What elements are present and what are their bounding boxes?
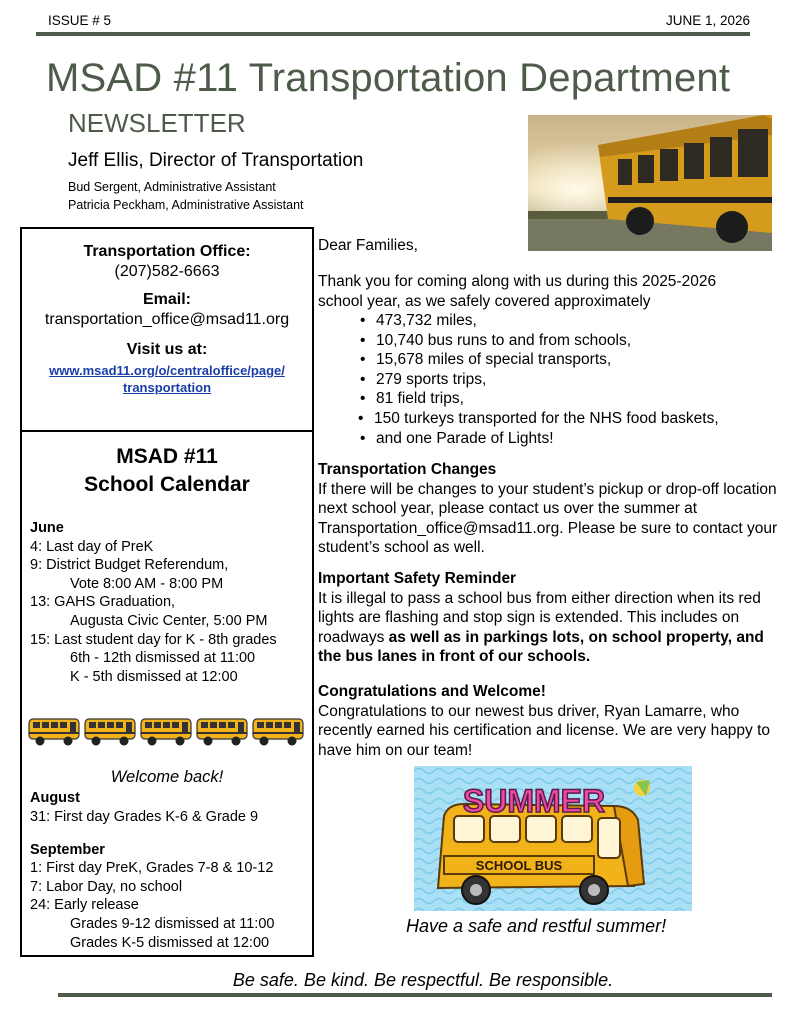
calendar-september [22,841,312,953]
school-bus-icon [196,716,250,748]
stat-bullet [360,429,719,449]
congrats-heading: Congratulations and Welcome! [318,683,546,700]
motto: Be safe. Be kind. Be respectful. Be responsible. [232,970,614,990]
june-entry: 6th - 12th dismissed at 11:00 [70,650,256,667]
issue-date: JUNE 1, 2026 [665,13,750,28]
stat-bullet-text: 15,678 miles of special transports, [376,351,612,369]
stats-list [360,311,719,448]
stat-bullet-text: 473,732 miles, [376,312,477,329]
september-entry: Grades K-5 dismissed at 12:00 [70,934,270,951]
welcome-back: Welcome back! [110,768,224,787]
stat-bullet [360,331,719,351]
june-list [30,538,312,687]
september-list [30,859,312,952]
june-entry: K - 5th dismissed at 12:00 [70,668,238,685]
bus-row [22,716,312,750]
school-calendar-box [20,431,314,957]
stat-bullet [360,311,719,331]
school-bus-icon [84,716,138,748]
bullet-dot-icon: • [360,429,366,447]
september-heading: September [30,841,105,858]
congrats-section [318,682,782,760]
stat-bullet-text: 81 field trips, [376,390,464,408]
stat-bullet-text: 10,740 bus runs to and from schools, [376,331,632,349]
safety-bold-text: as well as in parkings lots, on school property, and the bus lanes in front of our schools. [318,628,764,666]
safety-heading: Important Safety Reminder [318,570,517,587]
bullet-dot-icon: • [360,312,366,329]
summer-word: SUMMER [462,783,606,819]
august-list [30,808,312,827]
greeting: Dear Families, [318,237,418,254]
website-link[interactable] [22,362,312,396]
intro-paragraph: Thank you for coming along with us during this 2025-2026 school year, as we safely covered approximately [318,273,717,310]
june-entry: Augusta Civic Center, 5:00 PM [70,612,268,629]
august-heading: August [30,790,80,807]
calendar-august [22,789,312,826]
issue-number: ISSUE # 5 [48,13,112,28]
closing-line: Have a safe and restful summer! [406,916,667,936]
newsletter-subtitle: NEWSLETTER [68,108,246,138]
september-entry: 1: First day PreK, Grades 7-8 & 10-12 [30,860,274,877]
september-entry: Grades 9-12 dismissed at 11:00 [70,915,275,932]
bottom-rule [58,993,772,997]
safety-section [318,569,780,667]
safety-text: It is illegal to pass a school bus from either direction when its red lights are flashing and stop sign is extended. This includes on roadways [318,589,761,646]
school-bus-icon [252,716,306,748]
bullet-dot-icon: • [360,390,366,408]
contact-box [20,227,314,432]
june-entry: Vote 8:00 AM - 8:00 PM [70,575,224,592]
september-entry: 7: Labor Day, no school [30,878,183,895]
changes-body: If there will be changes to your student’s pickup or drop-off location next school year, please contact us over the summer at Transportation_office@msad11.org. Please be sure to contact your student’s school as well. [318,480,778,557]
june-entry: 4: Last day of PreK [30,538,154,555]
stat-bullet-text: 279 sports trips, [376,370,487,388]
page-title: MSAD #11 Transportation Department [46,56,731,100]
email-heading: Email: [142,291,191,308]
school-bus-photo [528,115,772,251]
website-link-line1[interactable]: www.msad11.org/o/centraloffice/page/ [49,363,285,378]
school-bus-icon [28,716,82,748]
calendar-title-line2: School Calendar [84,473,250,496]
june-heading: June [30,520,64,536]
school-bus-icon [140,716,194,748]
summer-bus-art [414,766,692,911]
bullet-dot-icon: • [358,409,364,427]
june-entry: 15: Last student day for K - 8th grades [30,631,277,648]
assistant-1: Bud Sergent, Administrative Assistant [68,180,276,194]
bullet-dot-icon: • [360,351,366,369]
stat-bullet-text: 150 turkeys transported for the NHS food baskets, [374,409,719,427]
bullet-dot-icon: • [360,331,366,349]
changes-heading: Transportation Changes [318,461,497,478]
bullet-dot-icon: • [360,370,366,388]
congrats-body: Congratulations to our newest bus driver, Ryan Lamarre, who recently earned his certification and license. We are very happy to have him on our team! [318,702,771,759]
office-phone: (207)582-6663 [114,263,220,280]
calendar-june [22,519,312,686]
stat-bullet-text: and one Parade of Lights! [376,429,554,447]
office-heading: Transportation Office: [83,243,251,260]
calendar-title-line1: MSAD #11 [116,445,218,468]
director-name: Jeff Ellis, Director of Transportation [68,150,364,171]
stat-bullet [360,350,719,370]
june-entry: 13: GAHS Graduation, [30,594,176,611]
stat-bullet [360,389,719,409]
june-entry: 9: District Budget Referendum, [30,557,229,574]
top-rule [36,32,750,36]
website-link-line2[interactable]: transportation [122,380,212,395]
office-email[interactable]: transportation_office@msad11.org [44,311,290,328]
stat-bullet [360,370,719,390]
assistant-2: Patricia Peckham, Administrative Assistant [68,198,304,212]
september-entry: 24: Early release [30,897,139,914]
stat-bullet [358,409,719,429]
transportation-changes-section [318,460,780,558]
visit-heading: Visit us at: [126,341,208,358]
august-entry: 31: First day Grades K-6 & Grade 9 [30,808,259,825]
safety-body [318,589,780,667]
summer-bus-label: SCHOOL BUS [475,858,563,873]
